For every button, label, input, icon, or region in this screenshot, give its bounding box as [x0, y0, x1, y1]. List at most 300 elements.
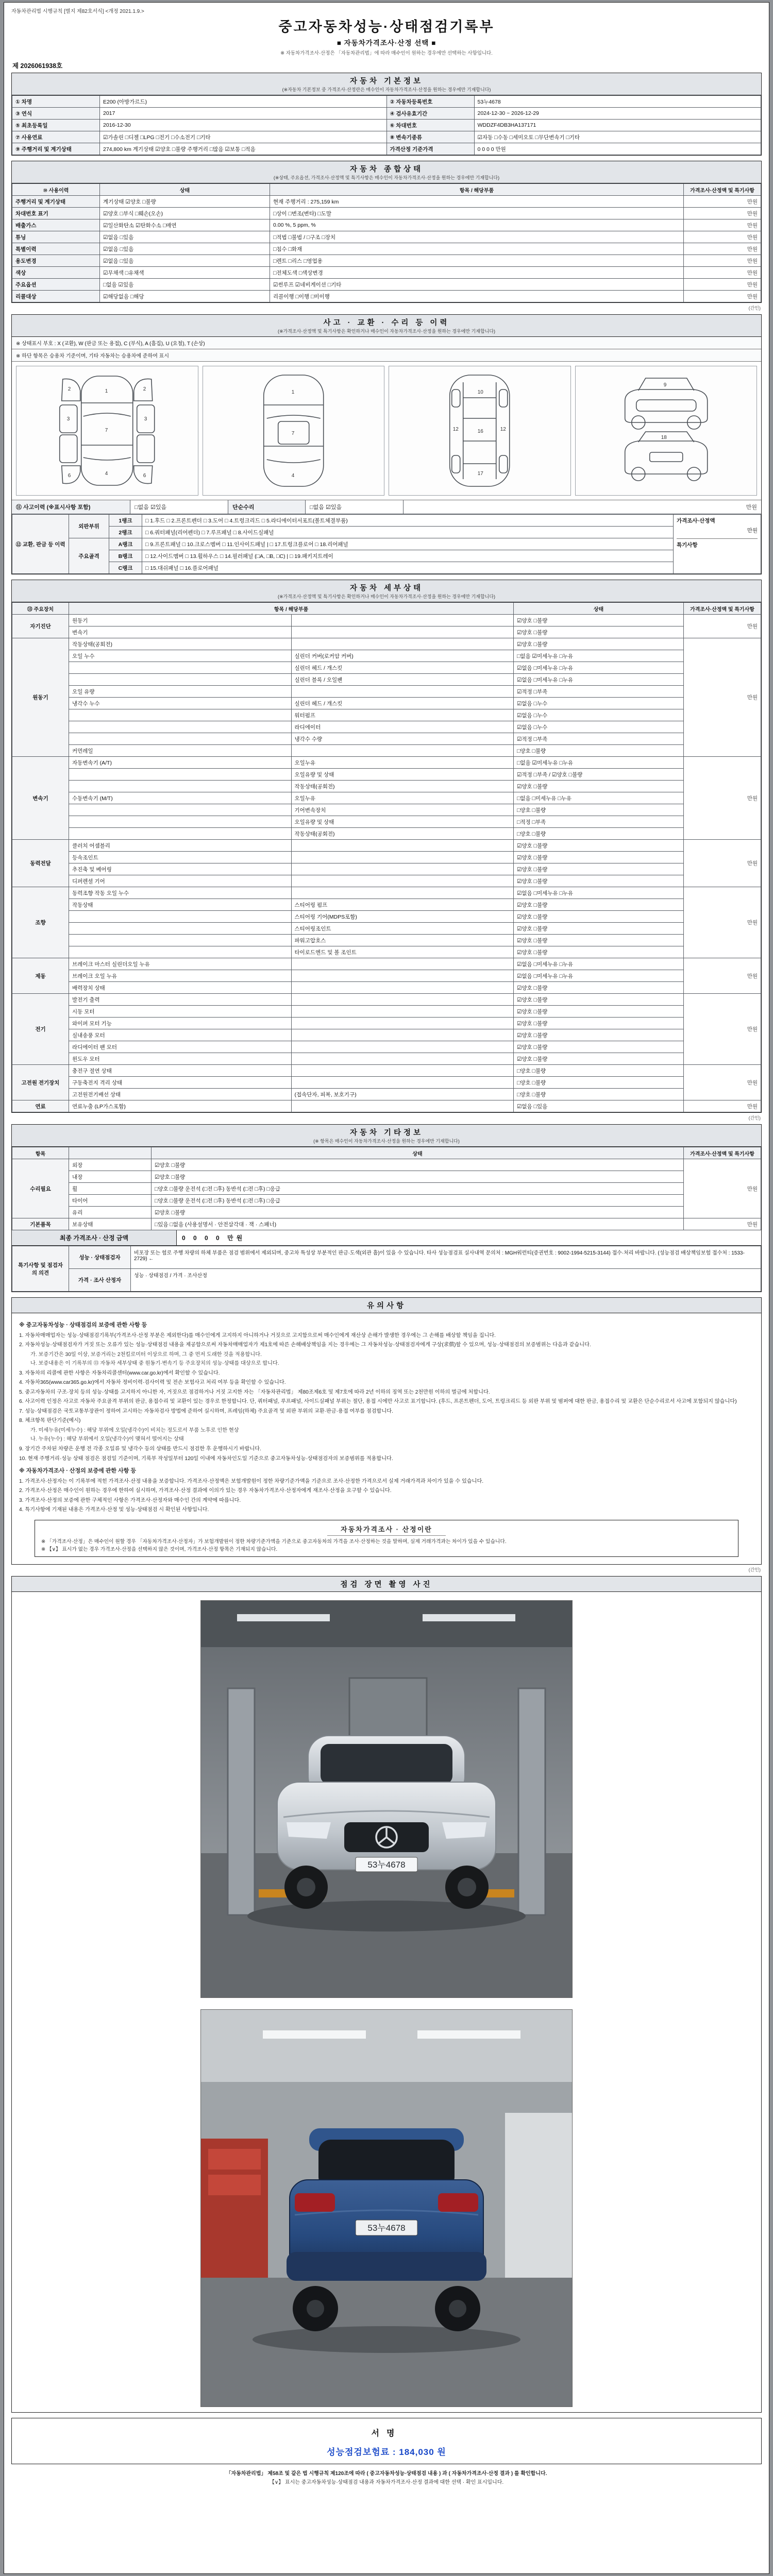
subitem-label: [291, 1006, 514, 1018]
item-label: 고전원전기배선 상태: [69, 1089, 292, 1100]
basic-info-table: [12, 95, 761, 155]
subitem-label: 실린더 커버(로커암 커버): [291, 650, 514, 662]
appraisal-definition-text1: ※ 「가격조사·산정」은 매수인이 원할 경우 「자동차가격조사·산정자」가 보험개발원이 정한 차량기준가액을 기준으로 중고자동차의 가격을 조사·산정하는 것을 말하며, 실제 거래가격과는 차이가 있을 수 있습니다.: [41, 1538, 507, 1545]
etc-row: [12, 1171, 761, 1183]
svg-text:12: 12: [452, 427, 459, 432]
device-label: 수리필요: [12, 1159, 69, 1218]
overall-row: [12, 255, 761, 267]
item-label: 연료누출 (LP가스포함): [69, 1100, 292, 1112]
notice-item: 7. 성능·상태점검은 국토교통부장관이 정하여 고시하는 자동차검사 방법에 준하여 실시하며, 프레임(하체) 주요골격 및 외판 부위의 교환·판금·용접 여부를 점검합니다.: [19, 1408, 393, 1414]
col-state: 상태: [152, 1147, 684, 1159]
etc-row: [12, 1183, 761, 1195]
item-label: 브레이크 오일 누유: [69, 970, 292, 982]
notice-item: 가. 보증기간은 30일 이상, 보증거리는 2천킬로미터 이상으로 하며, 그 중 먼저 도래한 것을 적용합니다.: [30, 1351, 262, 1358]
state-checks: □양호 □불량 운전석 (□전 □후) 동반석 (□전 □후) □응급: [152, 1195, 684, 1207]
detail-note: (※가격조사·산정액 및 특기사항은 확인하거나 매수인이 자동차가격조사·산정을 원하는 경우에만 기재합니다): [277, 594, 496, 599]
state-checks: ☑양호 □불량: [514, 923, 684, 935]
detail-row: [12, 852, 761, 863]
item-label: 시동 모터: [69, 1006, 292, 1018]
outer-panel-label: 외판부위: [69, 515, 109, 538]
item-label: 오일 누수: [69, 650, 292, 662]
price-cell: 만원: [684, 267, 761, 279]
device-label: 기본품목: [12, 1218, 69, 1230]
notice-item: 3. 가격조사·산정의 보증에 관한 구체적인 사항은 가격조사·산정자와 매수인 간의 계약에 따릅니다.: [19, 1497, 241, 1503]
notice-item: 4. 자동차365(www.car365.go.kr)에서 자동차 정비이력·검사이력 및 전손 보험사고 처리 여부 등을 확인할 수 있습니다.: [19, 1380, 286, 1386]
subitem-label: [291, 686, 514, 698]
state-checks: ☑양호 □불량: [514, 781, 684, 792]
price-cell: 만원: [684, 840, 761, 887]
basic-info-row: [12, 108, 761, 120]
basic-info-note: (※자동차 기본정보 중 가격조사·산정란은 매수인이 자동차가격조사·산정을 원하는 경우에만 기재합니다): [282, 87, 491, 92]
document-title: 중고자동차성능·상태점검기록부: [278, 19, 495, 35]
final-price-label: 최종 가격조사 · 산정 금액: [12, 1230, 177, 1245]
detail-row: [12, 982, 761, 994]
final-price-value: 0 0 0 0 만원: [182, 1234, 246, 1242]
notice-item: 6. 사고이력 인정은 사고로 자동차 주요골격 부위의 판금, 용접수리 및 교환이 있는 경우로 한정합니다. 단, 쿼터패널, 루프패널, 사이드실패널 부위는 절단, 용접 시에만 사고로 표기합니다. (후드, 프론트펜더, 도어, 트렁크리드 등 외판 부위 및 범퍼에 대한 판금, 용접수리 및 교환은 단순수리로서 사고에 포함되지 않습니다): [19, 1399, 737, 1405]
detail-row: [12, 899, 761, 911]
col-state: 상태: [514, 603, 684, 615]
document-footer: [11, 2469, 762, 2487]
use-history-label: 주요옵션: [12, 279, 100, 291]
opinion-row: [12, 1246, 761, 1269]
notice-items-appraisal: [19, 1478, 754, 1515]
car-diagram-underbody: [389, 366, 571, 496]
svg-text:7: 7: [105, 428, 108, 433]
opinion-row: [12, 1269, 761, 1292]
overall-row: [12, 219, 761, 231]
field-label: ① 차명: [12, 96, 100, 108]
rank1-items: □ 1.후드 □ 2.프론트펜더 □ 3.도어 □ 4.트렁크리드 □ 5.라디에이터서포트(볼트체결부품): [142, 515, 674, 527]
field-label: ④ 검사유효기간: [386, 108, 474, 120]
simple-repair-label: 단순수리: [228, 500, 306, 514]
appraisal-definition-title: 자동차가격조사 · 산정이란: [327, 1523, 446, 1536]
device-label: 연료: [12, 1100, 69, 1112]
accident-note: (※가격조사·산정액 및 특기사항은 확인하거나 매수인이 자동차가격조사·산정을 원하는 경우에만 기재합니다): [277, 329, 496, 334]
subitem-label: [291, 1077, 514, 1089]
state-code-legend2: ※ 하단 항목은 승용차 기준이며, 기타 자동차는 승용차에 준하여 표시: [12, 349, 761, 362]
svg-text:4: 4: [105, 471, 108, 477]
exchange-price-cell: [674, 515, 761, 574]
item-label: [69, 804, 292, 816]
use-history-label: 색상: [12, 267, 100, 279]
price-cell: 만원: [684, 279, 761, 291]
field-label: ⑨ 주행거리 및 계기상태: [12, 143, 100, 155]
subitem-label: [291, 994, 514, 1006]
price-cell: 만원: [684, 1100, 761, 1112]
item-label: 변속기: [69, 626, 292, 638]
notice-item: 3. 자동차의 리콜에 관한 사항은 자동차리콜센터(www.car.go.kr)에서 확인할 수 있습니다.: [19, 1370, 220, 1376]
svg-text:18: 18: [661, 435, 667, 440]
field-value: 2017: [100, 108, 387, 120]
state-checks: □없음 ☑있음: [100, 279, 270, 291]
price-base-value: 0 0 0 0 만원: [474, 143, 761, 155]
state-checks: ☑없음 □미세누유 □누유: [514, 662, 684, 674]
svg-text:17: 17: [477, 471, 483, 477]
field-label: ⑥ 차대번호: [386, 120, 474, 131]
item-label: 등속조인트: [69, 852, 292, 863]
etc-row: [12, 1218, 761, 1230]
accident-title: 사고 · 교환 · 수리 등 이력: [323, 319, 450, 327]
detail-row: [12, 781, 761, 792]
subitem-label: 기어변속장치: [291, 804, 514, 816]
detail-row: [12, 1018, 761, 1029]
item-label: 배력장치 상태: [69, 982, 292, 994]
accident-history-checks: □없음 ☑있음: [130, 500, 228, 514]
state-checks: ☑양호 □불량: [514, 638, 684, 650]
use-history-label: 차대번호 표기: [12, 208, 100, 219]
premium-value: 184,030 원: [399, 2447, 446, 2458]
detail-row: [12, 816, 761, 828]
accident-history-row: [12, 500, 761, 514]
state-checks: ☑양호 □불량: [514, 1018, 684, 1029]
field-label: ⑧ 변속기종류: [386, 131, 474, 143]
car-underbody-drawing: [393, 369, 566, 493]
item-label: [69, 935, 292, 946]
etc-note: (※ 항목은 매수인이 자동차가격조사·산정을 원하는 경우에만 기재합니다): [313, 1139, 460, 1144]
subitem-label: [291, 958, 514, 970]
item-detail: □전체도색 □색상변경: [270, 267, 684, 279]
svg-text:9: 9: [663, 382, 666, 388]
basic-info-row: [12, 131, 761, 143]
notice-item: 4. 특기사항에 기재된 내용은 가격조사·산정 및 성능·상태점검 시 확인된 사항입니다.: [19, 1507, 209, 1513]
item-detail: 리콜이행 □이행 □미이행: [270, 291, 684, 302]
subitem-label: [291, 615, 514, 626]
state-checks: □적정 □부족: [514, 816, 684, 828]
col-item: 항목 / 해당부품: [270, 184, 684, 196]
stamp-mark: (간인): [748, 1567, 761, 1573]
rank2-items: □ 6.쿼터패널(리어펜더) □ 7.루프패널 □ 8.사이드실패널: [142, 527, 674, 538]
svg-text:2: 2: [143, 386, 146, 392]
subitem-label: [291, 852, 514, 863]
item-label: 타이어: [69, 1195, 152, 1207]
etc-titlebar: [12, 1125, 761, 1147]
subitem-label: [291, 638, 514, 650]
subitem-label: 스티어링조인트: [291, 923, 514, 935]
field-value: ☑자동 □수동 □세미오토 □무단변속기 □기타: [474, 131, 761, 143]
rankA-label: A랭크: [109, 538, 142, 550]
svg-text:3: 3: [66, 416, 70, 422]
final-price-row: [12, 1230, 761, 1246]
form-reference: 자동차관리법 시행규칙 [별지 제82호서식] <개정 2021.1.9.>: [11, 9, 144, 14]
detail-title: 자동차 세부상태: [349, 584, 424, 592]
overall-row: [12, 243, 761, 255]
etc-row: [12, 1195, 761, 1207]
notice-title: 유의사항: [366, 1302, 407, 1310]
svg-text:12: 12: [500, 427, 506, 432]
svg-text:1: 1: [105, 388, 108, 394]
exchange-rank-table: [12, 514, 761, 574]
state-checks: □없음 ☑미세누유 □누유: [514, 757, 684, 769]
notice-heading-2: ※ 자동차가격조사 · 산정의 보증에 관한 사항 등: [19, 1468, 137, 1475]
state-checks: ☑양호 □불량: [514, 863, 684, 875]
detail-row: [12, 958, 761, 970]
col-price: 가격조사·산정액 및 특기사항: [684, 1147, 761, 1159]
field-value: WDDZF4DB3HA137171: [474, 120, 761, 131]
state-checks: ☑없음 □미세누유 □누유: [514, 887, 684, 899]
subitem-label: [291, 1053, 514, 1065]
rank-row: [12, 538, 761, 550]
notice-body: [12, 1313, 761, 1564]
basic-info-row: [12, 120, 761, 131]
detail-row: [12, 863, 761, 875]
col-device: 항목: [12, 1147, 69, 1159]
state-checks: ☑양호 □불량: [514, 1029, 684, 1041]
opinion-side-label: 특기사항 및 점검자의 의견: [12, 1246, 69, 1292]
inspection-premium: [12, 2445, 761, 2458]
footer-line-1: 「자동차관리법」 제58조 및 같은 법 시행규칙 제120조에 따라 ( 중고자동차성능·상태점검 내용 ) 과 ( 자동차가격조사·산정 결과 ) 를 확인합니다.: [226, 2471, 547, 2477]
field-label: ⑦ 사용연료: [12, 131, 100, 143]
svg-text:1: 1: [291, 389, 294, 395]
notice-item: 9. 장기간 주차된 차량은 운행 전 각종 오일류 및 냉각수 등의 상태를 반드시 점검한 후 운행하시기 바랍니다.: [19, 1446, 261, 1452]
col-device: ⑬ 주요장치: [12, 603, 69, 615]
svg-text:6: 6: [143, 473, 146, 479]
photos-container: [12, 1592, 761, 2412]
item-label: [69, 733, 292, 745]
use-history-label: 주행거리 및 계기상태: [12, 196, 100, 208]
device-label: 변속기: [12, 757, 69, 840]
item-detail: □적법 □불법 / □구조 □장치: [270, 231, 684, 243]
section-overall-state: [11, 161, 762, 303]
field-value: 2024-12-30 ~ 2026-12-29: [474, 108, 761, 120]
subitem-label: [291, 1018, 514, 1029]
detail-row: [12, 911, 761, 923]
car-exterior-spread-drawing: [20, 369, 194, 493]
detail-row: [12, 1006, 761, 1018]
use-history-label: 리콜대상: [12, 291, 100, 302]
notice-item: 10. 현재 주행거리·성능 상태 점검은 점검일 기준이며, 기록부 작성일부터 120일 이내에 자동차인도일 기준으로 중고자동차성능·상태점검자의 보증범위를 적용합니다.: [19, 1455, 393, 1462]
state-checks: ☑없음 □누수: [514, 698, 684, 709]
device-label: 원동기: [12, 638, 69, 757]
subitem-label: 오일누유: [291, 792, 514, 804]
item-label: 유리: [69, 1207, 152, 1218]
detail-row: [12, 994, 761, 1006]
state-checks: ☑무채색 □유채색: [100, 267, 270, 279]
col-item-sub: 항목 / 해당부품: [69, 603, 514, 615]
document-sheet: [4, 2, 769, 2574]
basic-info-row: [12, 96, 761, 108]
state-checks: ☑양호 □불량: [152, 1207, 684, 1218]
footer-line-2: 【∨】 표시는 중고자동차성능·상태점검 내용과 자동차가격조사·산정 결과에 대한 선택 · 확인 표시입니다.: [269, 2480, 504, 2486]
inspector-opinion-text: 비포장 또는 험로 주행 차량의 하체 부품은 점검 범위에서 제외되며, 중고차 특성상 부분적인 판금·도색(외관 흠)이 있을 수 있습니다. 타사 성능점검표 실사내역 문의처 : MGH워런티(증권번호 : 9002-1994-5215-3144) 접수·처리 바랍니다. (성능점검 배상책임보험 접수처 : 1533-2729) ←: [131, 1246, 761, 1269]
price-cell: 만원: [684, 291, 761, 302]
state-checks: □양호 □불량 운전석 (□전 □후) 동반석 (□전 □후) □응급: [152, 1183, 684, 1195]
item-label: 원동기: [69, 615, 292, 626]
subitem-label: 냉각수 수량: [291, 733, 514, 745]
detail-table: [12, 602, 761, 1112]
overall-row: [12, 291, 761, 302]
item-detail: ☑썬루프 ☑네비게이션 □기타: [270, 279, 684, 291]
subitem-label: 실린더 헤드 / 개스킷: [291, 662, 514, 674]
state-checks: □없음 ☑미세누유 □누유: [514, 650, 684, 662]
subitem-label: [291, 745, 514, 757]
car-front-rear-drawing: [579, 369, 753, 493]
state-checks: ☑없음 □미세누유 □누유: [514, 674, 684, 686]
stamp-mark: (간인): [748, 306, 761, 311]
rank-row: [12, 550, 761, 562]
exchange-special-label: 특기사항: [677, 538, 758, 549]
state-checks: ☑적정 □부족: [514, 686, 684, 698]
price-cell: 만원: [684, 1159, 761, 1218]
detail-row: [12, 745, 761, 757]
rank-row: [12, 527, 761, 538]
state-checks: ☑양호 □불량: [514, 615, 684, 626]
col-price: 가격조사·산정액 및 특기사항: [684, 603, 761, 615]
subitem-label: [291, 1100, 514, 1112]
etc-title: 자동차 기타정보: [349, 1129, 424, 1137]
exchange-price-unit: 만원: [747, 527, 758, 534]
state-checks: ☑해당없음 □해당: [100, 291, 270, 302]
document-subtitle: ■ 자동차가격조사·산정 선택 ■: [337, 39, 436, 47]
overall-note: (※상태, 주요옵션, 가격조사·산정액 및 특기사항은 매수인이 자동차가격조사·산정을 원하는 경우에만 기재합니다): [273, 175, 500, 180]
etc-header-row: [12, 1147, 761, 1159]
item-detail: 현재 주행거리 : 275,159 km: [270, 196, 684, 208]
item-label: 디퍼렌셜 기어: [69, 875, 292, 887]
photo-front-lift-scene: [201, 1601, 572, 1997]
detail-row: [12, 1029, 761, 1041]
state-checks: ☑양호 □불량: [514, 1041, 684, 1053]
detail-row: [12, 1100, 761, 1112]
overall-row: [12, 267, 761, 279]
notice-item: 8. 체크항목 판단기준(예시): [19, 1418, 81, 1424]
item-label: [69, 769, 292, 781]
svg-text:3: 3: [144, 416, 147, 422]
mileage-value: 274,800 km 계기상태 ☑양호 □불량 주행거리 □많음 ☑보통 □적음: [100, 143, 387, 155]
field-label: 가격산정 기준가격: [386, 143, 474, 155]
detail-row: [12, 946, 761, 958]
section-detail-state: [11, 580, 762, 1113]
notice-item: 2. 자동차성능·상태점검자가 거짓 또는 오류가 있는 성능·상태점검 내용을 제공함으로써 자동차매매업자가 제1호에 따른 손해배상책임을 지는 경우에는 그 자동차성능·상태점검자에게 구상(求償)할 수 있으며, 성능·상태점검의 보증범위는 다음과 같습니다.: [19, 1342, 591, 1348]
item-label: [69, 946, 292, 958]
state-checks: ☑양호 □부식 □훼손(오손): [100, 208, 270, 219]
document-subnote: ※ 자동차가격조사·산정은 「자동차관리법」에 따라 매수인이 원하는 경우에만 선택하는 사항입니다.: [280, 50, 493, 56]
item-label: 와이퍼 모터 기능: [69, 1018, 292, 1029]
state-checks: ☑없음 □있음: [514, 1100, 684, 1112]
item-label: 외장: [69, 1159, 152, 1171]
rank-row: [12, 562, 761, 574]
item-label: [69, 721, 292, 733]
subitem-label: 작동상태(공회전): [291, 781, 514, 792]
rankC-label: C랭크: [109, 562, 142, 574]
detail-row: [12, 875, 761, 887]
subitem-label: 오일누유: [291, 757, 514, 769]
notice-titlebar: [12, 1298, 761, 1313]
state-checks: ☑없음 □누수: [514, 709, 684, 721]
price-cell: 만원: [684, 994, 761, 1065]
etc-row: [12, 1207, 761, 1218]
state-checks: ☑양호 □불량: [514, 840, 684, 852]
price-cell: 만원: [684, 887, 761, 958]
state-checks: □양호 □불량: [514, 828, 684, 840]
notice-heading-1: ※ 중고자동차성능 · 상태점검의 보증에 관한 사항 등: [19, 1322, 147, 1328]
section-inspection-photos: [11, 1576, 762, 2413]
appraisal-definition-box: [35, 1520, 738, 1557]
subitem-label: [291, 840, 514, 852]
state-checks: □양호 □불량: [514, 1077, 684, 1089]
detail-row: [12, 638, 761, 650]
detail-row: [12, 840, 761, 852]
item-label: 커먼레일: [69, 745, 292, 757]
price-cell: 만원: [684, 231, 761, 243]
svg-text:2: 2: [68, 386, 71, 392]
price-cell: 만원: [684, 219, 761, 231]
subitem-label: [291, 1065, 514, 1077]
exchange-label: ⑫ 교환, 판금 등 이력: [12, 515, 69, 574]
detail-row: [12, 792, 761, 804]
detail-row: [12, 626, 761, 638]
notice-item: 1. 자동차매매업자는 성능·상태점검기록부(가격조사·산정 부분은 제외한다)를 매수인에게 고지하지 아니하거나 거짓으로 고지함으로써 매수인에게 재산상 손해가 발생한 경우에는 그 손해를 배상할 책임을 집니다.: [19, 1332, 496, 1338]
state-checks: ☑없음 □있음: [100, 243, 270, 255]
use-history-label: 용도변경: [12, 255, 100, 267]
device-label: 전기: [12, 994, 69, 1065]
use-history-label: 특별이력: [12, 243, 100, 255]
detail-row: [12, 1053, 761, 1065]
item-detail: □침수 □화재: [270, 243, 684, 255]
item-label: [69, 911, 292, 923]
state-code-legend: ※ 상태표시 부호 : X (교환), W (판금 또는 용접), C (부식), A (흠집), U (요철), T (손상): [12, 337, 761, 349]
notice-item: 5. 중고자동차의 구조·장치 등의 성능·상태를 고지하지 아니한 자, 거짓으로 점검하거나 거짓 고지한 자는 「자동차관리법」 제80조제6호 및 제7호에 따라 2년 이하의 징역 또는 2천만원 이하의 벌금에 처합니다.: [19, 1389, 490, 1395]
document-number: 제 2026061938호: [12, 62, 63, 70]
overall-titlebar: [12, 161, 761, 183]
item-label: 발전기 출력: [69, 994, 292, 1006]
photos-titlebar: [12, 1577, 761, 1592]
price-cell: 만원: [684, 1218, 761, 1230]
detail-row: [12, 970, 761, 982]
subitem-label: 파워고압호스: [291, 935, 514, 946]
section-notice: [11, 1297, 762, 1565]
inspector-opinion-table: [12, 1246, 761, 1292]
overall-table: [12, 183, 761, 302]
field-label: ⑤ 최초등록일: [12, 120, 100, 131]
state-checks: ☑양호 □불량: [514, 626, 684, 638]
state-checks: □양호 □불량: [514, 1065, 684, 1077]
subitem-label: 오일유량 및 상태: [291, 769, 514, 781]
state-checks: ☑양호 □불량: [152, 1171, 684, 1183]
state-checks: ☑없음 □누수: [514, 721, 684, 733]
photo-rear-scene: [201, 2010, 572, 2406]
detail-row: [12, 828, 761, 840]
subitem-label: 실린더 헤드 / 개스킷: [291, 698, 514, 709]
state-checks: ☑양호 □불량: [514, 982, 684, 994]
state-checks: ☑없음 □있음: [100, 231, 270, 243]
detail-row: [12, 887, 761, 899]
detail-row: [12, 721, 761, 733]
item-label: [69, 662, 292, 674]
svg-text:16: 16: [477, 429, 483, 434]
svg-text:10: 10: [477, 389, 483, 395]
state-checks: ☑양호 □불량: [514, 1006, 684, 1018]
rank2-label: 2랭크: [109, 527, 142, 538]
rank1-label: 1랭크: [109, 515, 142, 527]
state-checks: ☑적정 □부족 / ☑양호 □불량: [514, 769, 684, 781]
subitem-label: [291, 863, 514, 875]
accident-titlebar: [12, 315, 761, 337]
use-history-label: 배출가스: [12, 219, 100, 231]
subitem-label: 워터펌프: [291, 709, 514, 721]
mileage-row: [12, 143, 761, 155]
field-label: ② 자동차등록번호: [386, 96, 474, 108]
item-label: 브레이크 마스터 실린더오일 누유: [69, 958, 292, 970]
item-label: [69, 923, 292, 935]
state-checks: ☑없음 □있음: [100, 255, 270, 267]
device-label: 자기진단: [12, 615, 69, 638]
inspector-label: 성능 · 상태점검자: [69, 1246, 131, 1269]
price-cell: 만원: [684, 255, 761, 267]
price-cell: 만원: [684, 757, 761, 840]
price-cell: 만원: [684, 615, 761, 638]
item-label: 동력조향 작동 오일 누수: [69, 887, 292, 899]
state-checks: ☑양호 □불량: [514, 852, 684, 863]
item-label: 구동축전지 격리 상태: [69, 1077, 292, 1089]
